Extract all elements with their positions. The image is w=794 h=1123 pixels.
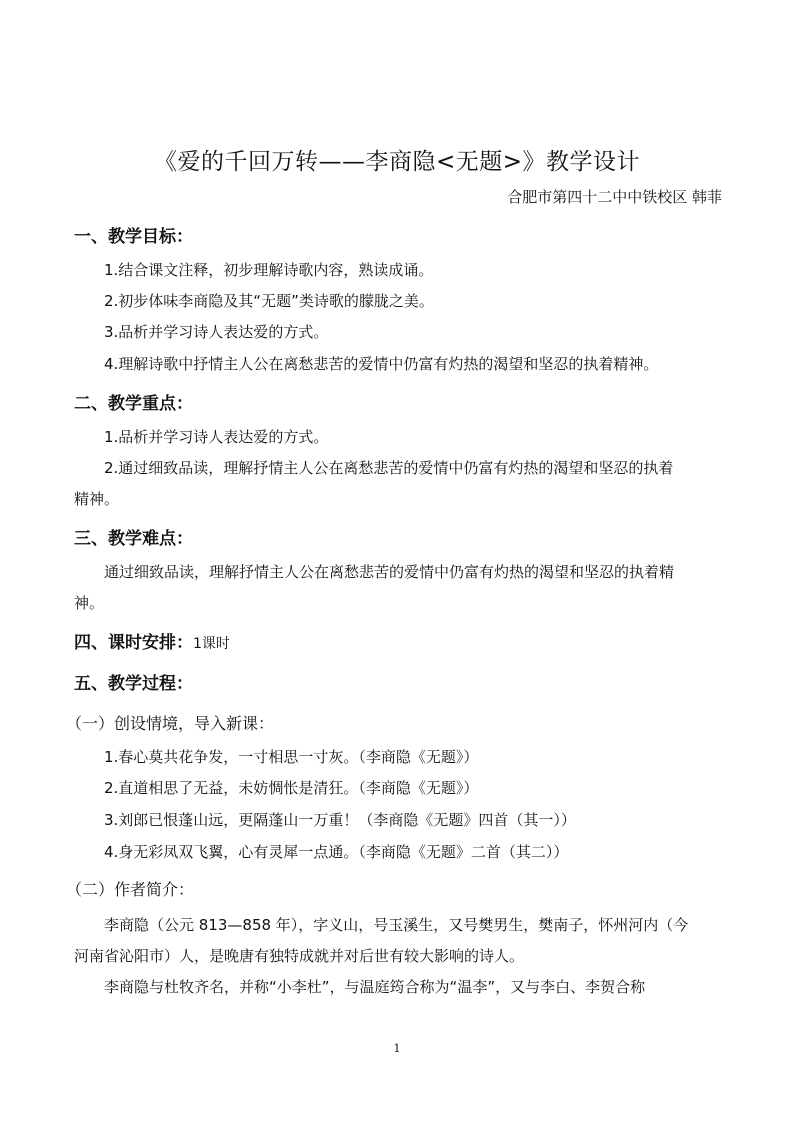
goal-item-1: 1.结合课文注释，初步理解诗歌内容，熟读成诵。 [104,261,434,279]
schedule-heading-text: 四、课时安排： [74,633,193,653]
author-paragraph-2-line-1: 李商隐与杜牧齐名，并称“小李杜”，与温庭筠合称为“温李”，又与李白、李贺合称 [104,978,646,996]
page-number: 1 [393,1042,401,1055]
key-point-item-2-line-2: 精神。 [74,490,120,508]
goal-item-2: 2.初步体味李商隐及其“无题”类诗歌的朦胧之美。 [104,292,434,310]
difficulty-line-2: 神。 [74,594,105,612]
subsection-heading-intro: （一）创设情境，导入新课： [66,714,275,733]
difficulty-line-1: 通过细致品读，理解抒情主人公在离愁悲苦的爱情中仍富有灼热的渴望和坚忍的执着精 [104,563,675,581]
goal-item-3: 3.品析并学习诗人表达爱的方式。 [104,323,329,341]
intro-item-2: 2.直道相思了无益，未妨惆怅是清狂。（李商隐《无题》） [104,779,479,797]
section-heading-difficulties: 三、教学难点： [74,529,193,549]
section-heading-goals: 一、教学目标： [74,227,193,247]
intro-item-1: 1.春心莫共花争发，一寸相思一寸灰。（李商隐《无题》） [104,748,479,766]
subsection-heading-author: （二）作者简介： [66,880,195,899]
intro-item-3: 3.刘郎已恨蓬山远，更隔蓬山一万重！（李商隐《无题》四首（其一）） [104,811,576,829]
author-line: 合肥市第四十二中中铁校区 韩菲 [507,188,722,206]
document-title: 《爱的千回万转——李商隐<无题>》教学设计 [153,149,641,175]
section-heading-process: 五、教学过程： [74,674,193,694]
key-point-item-1: 1.品析并学习诗人表达爱的方式。 [104,428,329,446]
key-point-item-2-line-1: 2.通过细致品读，理解抒情主人公在离愁悲苦的爱情中仍富有灼热的渴望和坚忍的执着 [104,459,674,477]
author-paragraph-1-line-2: 河南省沁阳市）人，是晚唐有独特成就并对后世有较大影响的诗人。 [74,947,525,965]
goal-item-4: 4.理解诗歌中抒情主人公在离愁悲苦的爱情中仍富有灼热的渴望和坚忍的执着精神。 [104,355,659,373]
schedule-value: 1课时 [193,636,230,652]
intro-item-4: 4.身无彩凤双飞翼，心有灵犀一点通。（李商隐《无题》二首（其二）） [104,843,569,861]
section-heading-key-points: 二、教学重点： [74,394,193,414]
section-heading-schedule [74,628,230,653]
author-paragraph-1-line-1: 李商隐（公元 813—858 年），字义山，号玉溪生，又号樊男生，樊南子，怀州河内（今 [104,916,689,934]
